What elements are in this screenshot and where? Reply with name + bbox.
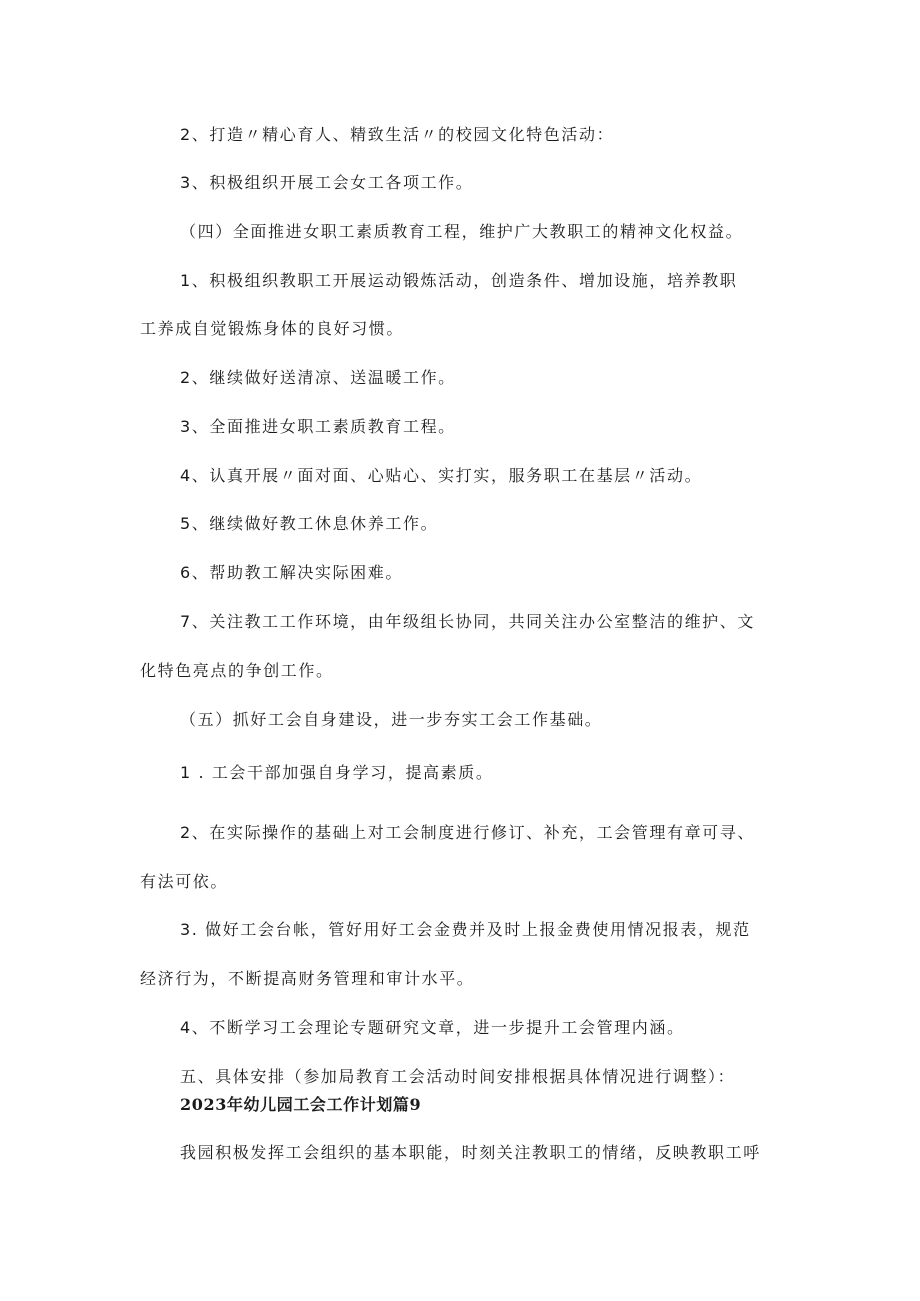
paragraph-line: 3. 做好工会台帐，管好用好工会金费并及时上报金费使用情况报表，规范 — [180, 920, 751, 939]
paragraph-line: 2、打造〃精心育人、精致生活〃的校园文化特色活动： — [180, 125, 615, 144]
paragraph-line: 五、具体安排（参加局教育工会活动时间安排根据具体情况进行调整）： — [180, 1067, 736, 1086]
paragraph-line: 4、认真开展〃面对面、心贴心、实打实，服务职工在基层〃活动。 — [180, 466, 703, 485]
paragraph-line: 5、继续做好教工休息休养工作。 — [180, 514, 439, 533]
paragraph-line: 7、关注教工工作环境，由年级组长协同，共同关注办公室整洁的维护、文 — [180, 612, 755, 631]
paragraph-line: 化特色亮点的争创工作。 — [140, 661, 334, 680]
paragraph-line: 1 . 工会干部加强自身学习，提高素质。 — [180, 763, 494, 782]
paragraph-line: 3、全面推进女职工素质教育工程。 — [180, 417, 456, 436]
paragraph-line: 4、不断学习工会理论专题研究文章，进一步提升工会管理内涵。 — [180, 1018, 685, 1037]
paragraph-line: 3、积极组织开展工会女工各项工作。 — [180, 173, 474, 192]
paragraph-line: 有法可依。 — [140, 872, 229, 891]
paragraph-line: 6、帮助教工解决实际困难。 — [180, 563, 403, 582]
paragraph-line: 2、在实际操作的基础上对工会制度进行修订、补充，工会管理有章可寻、 — [180, 823, 755, 842]
article-title: 2023年幼儿园工会工作计划篇9 — [180, 1095, 422, 1114]
paragraph-line: 1、积极组织教职工开展运动锻炼活动，创造条件、增加设施，培养教职 — [180, 271, 738, 290]
paragraph-line: 经济行为，不断提高财务管理和审计水平。 — [140, 969, 475, 988]
section-heading: （四）全面推进女职工素质教育工程，维护广大教职工的精神文化权益。 — [180, 222, 744, 241]
section-heading: （五）抓好工会自身建设，进一步夯实工会工作基础。 — [180, 710, 603, 729]
paragraph-line: 2、继续做好送清凉、送温暖工作。 — [180, 368, 456, 387]
paragraph-line: 工养成自觉锻炼身体的良好习惯。 — [140, 319, 405, 338]
paragraph-line: 我园积极发挥工会组织的基本职能，时刻关注教职工的情绪，反映教职工呼 — [180, 1143, 761, 1162]
